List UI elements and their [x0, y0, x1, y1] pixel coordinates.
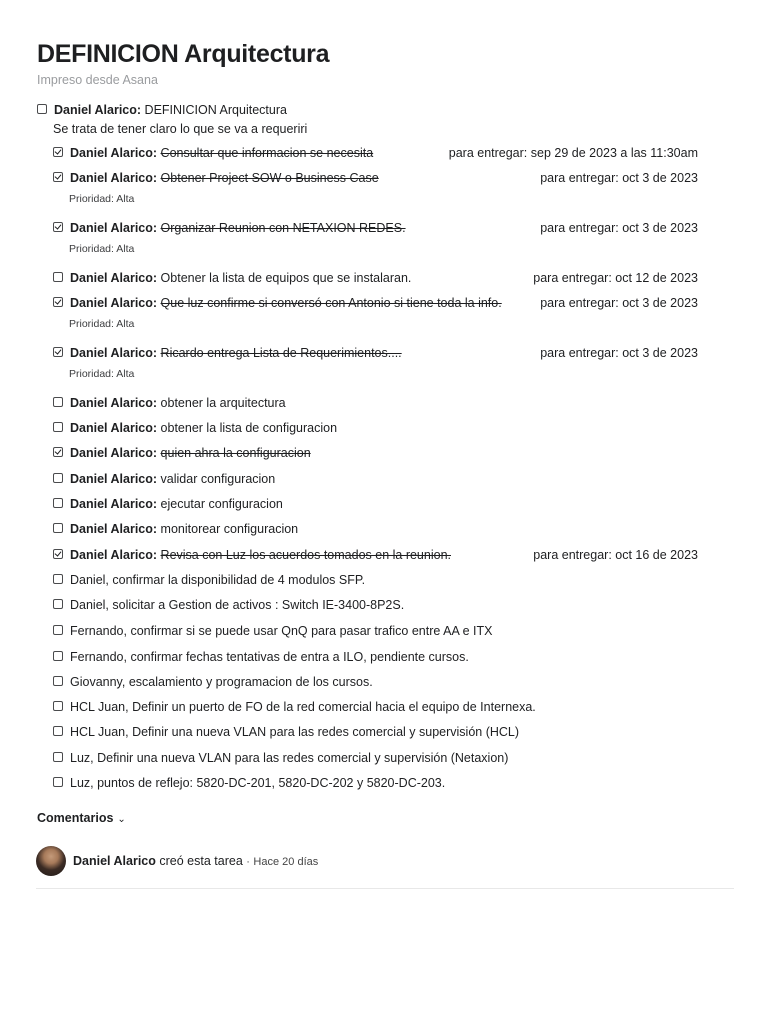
subtask-row — [53, 219, 733, 237]
subtask-assignee: Daniel Alarico: — [70, 221, 158, 235]
divider — [36, 888, 734, 889]
subtask-row — [53, 144, 733, 162]
subtask-name: Fernando, confirmar fechas tentativas de entra a ILO, pendiente cursos. — [70, 650, 469, 664]
subtask-due-date: para entregar: oct 3 de 2023 — [540, 296, 698, 310]
main-task-checkbox[interactable] — [37, 104, 47, 114]
subtask-checkbox[interactable] — [53, 447, 63, 457]
subtask-name: Consultar que informacion se necesita — [160, 146, 374, 160]
subtask-priority: Prioridad: Alta — [69, 243, 135, 255]
subtask-row — [53, 774, 733, 792]
comments-header[interactable] — [37, 811, 126, 825]
main-task-label — [54, 101, 287, 119]
subtask-name: monitorear configuracion — [160, 522, 299, 536]
subtask-name: Daniel, confirmar la disponibilidad de 4 modulos SFP. — [70, 573, 366, 587]
subtask-label[interactable] — [70, 673, 373, 691]
subtask-assignee: Daniel Alarico: — [70, 497, 158, 511]
subtask-checkbox[interactable] — [53, 222, 63, 232]
subtask-row — [53, 294, 733, 312]
subtask-name: Luz, Definir una nueva VLAN para las redes comercial y supervisión (Netaxion) — [70, 751, 509, 765]
subtask-row — [53, 546, 733, 564]
subtask-assignee: Daniel Alarico: — [70, 421, 158, 435]
subtask-checkbox[interactable] — [53, 599, 63, 609]
subtask-due-date: para entregar: oct 16 de 2023 — [533, 548, 698, 562]
subtask-row — [53, 269, 733, 287]
subtask-assignee: Daniel Alarico: — [70, 271, 158, 285]
subtask-label[interactable] — [70, 774, 445, 792]
subtask-row — [53, 723, 733, 741]
subtask-name: ejecutar configuracion — [160, 497, 283, 511]
subtask-row — [53, 622, 733, 640]
subtask-checkbox[interactable] — [53, 473, 63, 483]
subtask-row — [53, 394, 733, 412]
subtask-checkbox[interactable] — [53, 147, 63, 157]
comments-header-label: Comentarios — [37, 811, 114, 825]
subtask-row — [53, 520, 733, 538]
subtask-due-date: para entregar: sep 29 de 2023 a las 11:30am — [448, 146, 698, 160]
subtask-checkbox[interactable] — [53, 701, 63, 711]
subtask-label[interactable] — [70, 344, 402, 362]
subtask-checkbox[interactable] — [53, 777, 63, 787]
subtask-due-date: para entregar: oct 12 de 2023 — [533, 271, 698, 285]
subtask-priority: Prioridad: Alta — [69, 318, 135, 330]
subtask-label[interactable] — [70, 596, 404, 614]
main-task-assignee: Daniel Alarico: — [54, 103, 142, 117]
subtask-name: Ricardo entrega Lista de Requerimientos.... — [160, 346, 402, 360]
subtask-assignee: Daniel Alarico: — [70, 146, 158, 160]
subtask-label[interactable] — [70, 749, 508, 767]
subtask-label[interactable] — [70, 698, 536, 716]
subtask-checkbox[interactable] — [53, 397, 63, 407]
subtask-checkbox[interactable] — [53, 752, 63, 762]
task-description: Se trata de tener claro lo que se va a requeriri — [53, 122, 308, 136]
subtask-label[interactable] — [70, 394, 286, 412]
subtask-checkbox[interactable] — [53, 574, 63, 584]
subtask-priority: Prioridad: Alta — [69, 368, 135, 380]
subtask-name: quien ahra la configuracion — [160, 446, 311, 460]
subtask-row — [53, 470, 733, 488]
subtask-name: obtener la arquitectura — [160, 396, 286, 410]
subtask-name: Luz, puntos de reflejo: 5820-DC-201, 5820-DC-202 y 5820-DC-203. — [70, 776, 446, 790]
subtask-checkbox[interactable] — [53, 422, 63, 432]
subtask-assignee: Daniel Alarico: — [70, 472, 158, 486]
activity-separator: · — [246, 856, 250, 868]
activity-entry — [73, 854, 318, 868]
subtask-label[interactable] — [70, 144, 373, 162]
subtask-label[interactable] — [70, 470, 275, 488]
subtask-row — [53, 571, 733, 589]
subtask-assignee: Daniel Alarico: — [70, 446, 158, 460]
subtask-row — [53, 419, 733, 437]
subtask-row — [53, 596, 733, 614]
subtask-assignee: Daniel Alarico: — [70, 522, 158, 536]
subtask-row — [53, 648, 733, 666]
subtask-name: Organizar Reunion con NETAXION REDES. — [160, 221, 406, 235]
subtask-label[interactable] — [70, 419, 337, 437]
subtask-row — [53, 673, 733, 691]
avatar — [36, 846, 66, 876]
subtask-name: Que luz confirme si conversó con Antonio si tiene toda la info. — [160, 296, 502, 310]
subtask-name: Fernando, confirmar si se puede usar QnQ para pasar trafico entre AA e ITX — [70, 624, 493, 638]
subtask-assignee: Daniel Alarico: — [70, 396, 158, 410]
main-task-name: DEFINICION Arquitectura — [144, 103, 287, 117]
subtask-checkbox[interactable] — [53, 347, 63, 357]
subtask-label[interactable] — [70, 495, 283, 513]
subtask-name: HCL Juan, Definir un puerto de FO de la red comercial hacia el equipo de Internexa. — [70, 700, 536, 714]
subtask-checkbox[interactable] — [53, 625, 63, 635]
subtask-label[interactable] — [70, 546, 451, 564]
subtask-label[interactable] — [70, 571, 365, 589]
activity-action: creó esta tarea — [159, 854, 243, 868]
subtask-name: HCL Juan, Definir una nueva VLAN para las redes comercial y supervisión (HCL) — [70, 725, 520, 739]
subtask-row — [53, 169, 733, 187]
subtask-checkbox[interactable] — [53, 272, 63, 282]
page-subtitle: Impreso desde Asana — [37, 73, 158, 87]
subtask-name: validar configuracion — [160, 472, 276, 486]
subtask-checkbox[interactable] — [53, 549, 63, 559]
subtask-checkbox[interactable] — [53, 676, 63, 686]
subtask-row — [53, 444, 733, 462]
subtask-checkbox[interactable] — [53, 726, 63, 736]
subtask-assignee: Daniel Alarico: — [70, 346, 158, 360]
subtask-due-date: para entregar: oct 3 de 2023 — [540, 171, 698, 185]
subtask-assignee: Daniel Alarico: — [70, 548, 158, 562]
subtask-priority: Prioridad: Alta — [69, 193, 135, 205]
subtask-label[interactable] — [70, 169, 379, 187]
activity-author: Daniel Alarico — [73, 854, 156, 868]
subtask-row — [53, 698, 733, 716]
subtask-label[interactable] — [70, 219, 406, 237]
subtask-label[interactable] — [70, 622, 492, 640]
subtask-label[interactable] — [70, 723, 519, 741]
subtask-checkbox[interactable] — [53, 172, 63, 182]
subtask-assignee: Daniel Alarico: — [70, 171, 158, 185]
subtask-checkbox[interactable] — [53, 297, 63, 307]
subtask-label[interactable] — [70, 648, 469, 666]
subtask-assignee: Daniel Alarico: — [70, 296, 158, 310]
subtask-label[interactable] — [70, 269, 411, 287]
subtask-row — [53, 495, 733, 513]
subtask-checkbox[interactable] — [53, 651, 63, 661]
subtask-name: Giovanny, escalamiento y programacion de los cursos. — [70, 675, 373, 689]
subtask-row — [53, 344, 733, 362]
chevron-down-icon[interactable]: ⌄ — [117, 814, 126, 825]
subtask-name: Daniel, solicitar a Gestion de activos : Switch IE-3400-8P2S. — [70, 598, 405, 612]
subtask-name: Obtener la lista de equipos que se instalaran. — [160, 271, 412, 285]
subtask-name: Revisa con Luz los acuerdos tomados en la reunion. — [160, 548, 451, 562]
activity-time: Hace 20 días — [253, 856, 319, 868]
subtask-checkbox[interactable] — [53, 523, 63, 533]
subtask-name: obtener la lista de configuracion — [160, 421, 338, 435]
subtask-name: Obtener Project SOW o Business Case — [160, 171, 379, 185]
page-title: DEFINICION Arquitectura — [37, 40, 330, 68]
subtask-label[interactable] — [70, 520, 298, 538]
subtask-label[interactable] — [70, 294, 502, 312]
subtask-due-date: para entregar: oct 3 de 2023 — [540, 221, 698, 235]
subtask-row — [53, 749, 733, 767]
subtask-due-date: para entregar: oct 3 de 2023 — [540, 346, 698, 360]
subtask-label[interactable] — [70, 444, 311, 462]
subtask-checkbox[interactable] — [53, 498, 63, 508]
